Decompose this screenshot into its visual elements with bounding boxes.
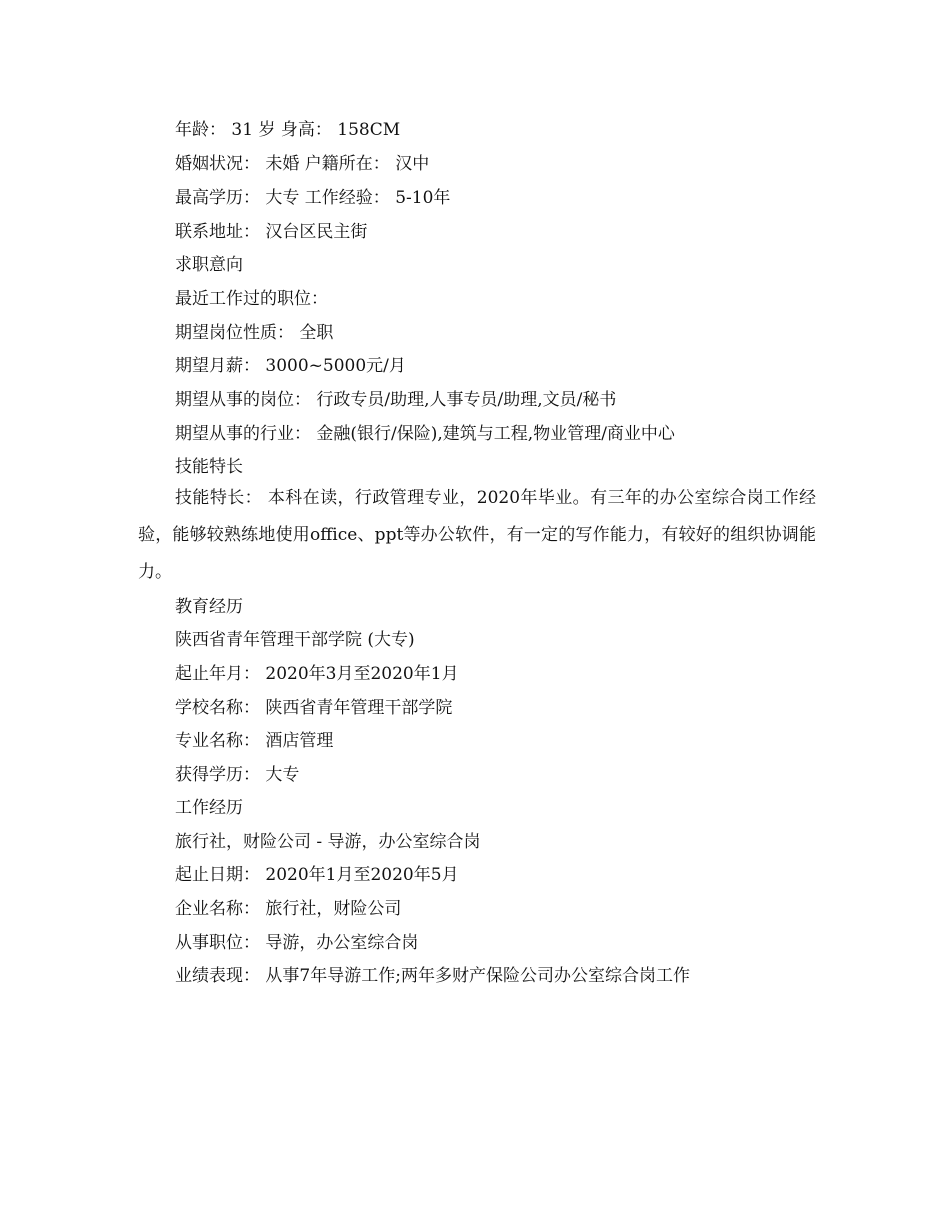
address-line: 联系地址： 汉台区民主街 [175,222,368,242]
school-heading: 陕西省青年管理干部学院 (大专) [175,630,415,650]
salary-line: 期望月薪： 3000~5000元/月 [175,356,406,376]
desired-industry-line: 期望从事的行业： 金融(银行/保险),建筑与工程,物业管理/商业中心 [175,424,675,444]
job-type-line: 期望岗位性质： 全职 [175,323,334,343]
work-dates-line: 起止日期： 2020年1月至2020年5月 [175,865,459,885]
performance-line: 业绩表现： 从事7年导游工作;两年多财产保险公司办公室综合岗工作 [175,966,690,986]
marital-hukou-line: 婚姻状况： 未婚 户籍所在： 汉中 [175,154,430,174]
company-name-line: 企业名称： 旅行社，财险公司 [175,899,402,919]
skills-paragraph: 技能特长： 本科在读，行政管理专业，2020年毕业。有三年的办公室综合岗工作经验，能够较熟练地使用office、ppt等办公软件，有一定的写作能力，有较好的组织协调能力。 [138,488,816,582]
section-skills: 技能特长 [175,457,243,477]
edu-dates-line: 起止年月： 2020年3月至2020年1月 [175,664,459,684]
company-heading: 旅行社，财险公司 - 导游，办公室综合岗 [175,832,481,852]
degree-line: 获得学历： 大专 [175,765,300,785]
position-line: 从事职位： 导游，办公室综合岗 [175,933,419,953]
age-height-line: 年龄： 31 岁 身高： 158CM [175,120,401,140]
major-line: 专业名称： 酒店管理 [175,731,334,751]
recent-position-line: 最近工作过的职位： [175,289,328,309]
education-experience-line: 最高学历： 大专 工作经验： 5-10年 [175,188,451,208]
section-work: 工作经历 [175,798,243,818]
desired-position-line: 期望从事的岗位： 行政专员/助理,人事专员/助理,文员/秘书 [175,390,617,410]
section-job-intention: 求职意向 [175,255,243,275]
section-education: 教育经历 [175,597,243,617]
school-name-line: 学校名称： 陕西省青年管理干部学院 [175,698,453,718]
